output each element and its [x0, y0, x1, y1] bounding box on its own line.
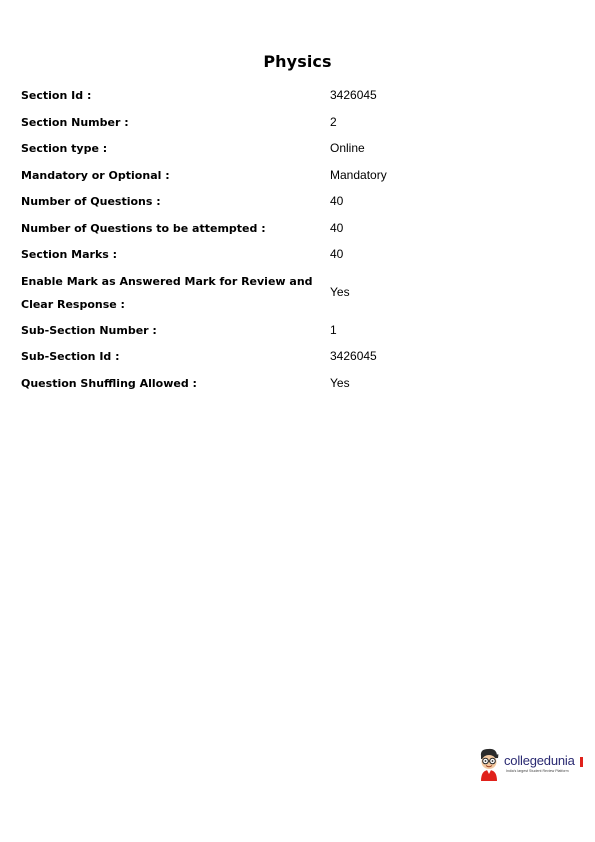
table-row	[21, 317, 581, 344]
row-value: 3426045	[330, 88, 377, 103]
row-value: 2	[330, 114, 337, 129]
table-row	[21, 343, 581, 370]
row-label: Question Shuffling Allowed :	[21, 376, 197, 390]
row-label: Sub-Section Number :	[21, 323, 157, 337]
page-title: Physics	[263, 52, 332, 71]
table-row	[21, 268, 581, 317]
table-row	[21, 215, 581, 242]
logo-name: collegedunia	[504, 753, 575, 768]
row-value: 40	[330, 220, 344, 235]
row-value: Yes	[330, 285, 350, 299]
row-label: Sub-Section Id :	[21, 350, 120, 364]
row-label: Section Marks :	[21, 248, 118, 262]
table-row	[21, 370, 581, 397]
row-value: 40	[330, 247, 344, 262]
table-row	[21, 82, 581, 109]
student-mascot-icon	[475, 747, 503, 783]
table-row	[21, 109, 581, 136]
section-info-table	[21, 82, 581, 396]
logo-tagline: India's largest Student Review Platform	[506, 769, 569, 773]
row-label: Enable Mark as Answered Mark for Review and Clear Response :	[21, 274, 313, 311]
row-value: 40	[330, 194, 344, 209]
collegedunia-logo	[475, 747, 587, 783]
table-row	[21, 162, 581, 189]
row-value: Mandatory	[330, 167, 387, 182]
row-value: 1	[330, 322, 337, 337]
row-label: Number of Questions :	[21, 195, 161, 209]
logo-accent-mark	[580, 757, 583, 767]
row-label: Number of Questions to be attempted :	[21, 221, 266, 235]
row-value: Online	[330, 141, 365, 156]
row-value: 3426045	[330, 349, 377, 364]
table-row	[21, 135, 581, 162]
row-value: Yes	[330, 375, 350, 390]
table-row	[21, 241, 581, 268]
row-label: Section type :	[21, 142, 108, 156]
row-label: Section Number :	[21, 115, 129, 129]
row-label: Mandatory or Optional :	[21, 168, 170, 182]
row-label: Section Id :	[21, 89, 92, 103]
table-row	[21, 188, 581, 215]
